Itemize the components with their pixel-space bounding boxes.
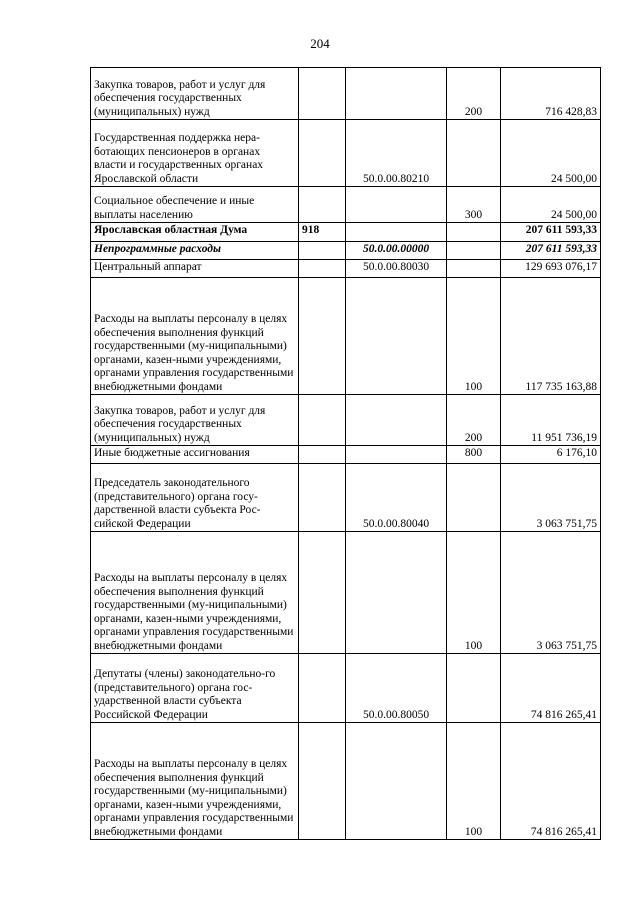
row-type bbox=[447, 654, 501, 723]
row-program bbox=[346, 395, 447, 446]
row-type: 300 bbox=[447, 187, 501, 223]
budget-table bbox=[90, 67, 601, 840]
row-program: 50.0.00.80040 bbox=[346, 464, 447, 532]
row-code bbox=[299, 654, 346, 723]
row-program: 50.0.00.80030 bbox=[346, 260, 447, 278]
row-sum: 6 176,10 bbox=[501, 446, 601, 464]
row-code bbox=[299, 723, 346, 840]
row-sum: 74 816 265,41 bbox=[501, 654, 601, 723]
row-code bbox=[299, 278, 346, 395]
row-sum: 3 063 751,75 bbox=[501, 464, 601, 532]
row-name: Непрограммные расходы bbox=[91, 242, 299, 260]
row-code: 918 bbox=[299, 223, 346, 242]
row-code bbox=[299, 187, 346, 223]
row-name: Расходы на выплаты персоналу в целях обеспечения выполнения функций государственными (му-ниципальными) органами, казен-ными учреждениями, органами управления государственными внебюджетными фондами bbox=[91, 278, 299, 395]
table-row bbox=[91, 395, 601, 446]
row-sum: 129 693 076,17 bbox=[501, 260, 601, 278]
row-type: 200 bbox=[447, 68, 501, 120]
row-sum: 207 611 593,33 bbox=[501, 242, 601, 260]
row-sum: 24 500,00 bbox=[501, 187, 601, 223]
row-sum: 11 951 736,19 bbox=[501, 395, 601, 446]
row-code bbox=[299, 68, 346, 120]
row-code bbox=[299, 532, 346, 654]
row-code bbox=[299, 120, 346, 187]
row-name: Закупка товаров, работ и услуг для обеспечения государственных (муниципальных) нужд bbox=[91, 68, 299, 120]
row-program bbox=[346, 187, 447, 223]
table-row bbox=[91, 446, 601, 464]
row-name: Председатель законодательного (представительного) органа госу-дарственной власти субъекта Рос-сийской Федерации bbox=[91, 464, 299, 532]
row-program: 50.0.00.80050 bbox=[346, 654, 447, 723]
row-type bbox=[447, 242, 501, 260]
row-type bbox=[447, 120, 501, 187]
row-program bbox=[346, 532, 447, 654]
row-name: Иные бюджетные ассигнования bbox=[91, 446, 299, 464]
row-type bbox=[447, 223, 501, 242]
row-type: 100 bbox=[447, 723, 501, 840]
row-type bbox=[447, 260, 501, 278]
table-row bbox=[91, 260, 601, 278]
row-program: 50.0.00.80210 bbox=[346, 120, 447, 187]
row-code bbox=[299, 395, 346, 446]
row-name: Закупка товаров, работ и услуг для обеспечения государственных (муниципальных) нужд bbox=[91, 395, 299, 446]
row-name: Расходы на выплаты персоналу в целях обеспечения выполнения функций государственными (му-ниципальными) органами, казен-ными учреждениями, органами управления государственными внебюджетными фондами bbox=[91, 723, 299, 840]
row-code bbox=[299, 260, 346, 278]
table-row bbox=[91, 242, 601, 260]
row-type bbox=[447, 464, 501, 532]
row-name: Государственная поддержка нера-ботающих пенсионеров в органах власти и государственных органах Ярославской области bbox=[91, 120, 299, 187]
row-code bbox=[299, 446, 346, 464]
row-code bbox=[299, 464, 346, 532]
row-program bbox=[346, 446, 447, 464]
table-row bbox=[91, 120, 601, 187]
row-type: 200 bbox=[447, 395, 501, 446]
row-sum: 3 063 751,75 bbox=[501, 532, 601, 654]
row-type: 100 bbox=[447, 278, 501, 395]
row-program bbox=[346, 723, 447, 840]
row-sum: 716 428,83 bbox=[501, 68, 601, 120]
table-row bbox=[91, 68, 601, 120]
table-row bbox=[91, 278, 601, 395]
row-type: 100 bbox=[447, 532, 501, 654]
page-number: 204 bbox=[310, 36, 330, 51]
row-code bbox=[299, 242, 346, 260]
row-name: Депутаты (члены) законодательно-го (представительного) органа гос-ударственной власти субъекта Российской Федерации bbox=[91, 654, 299, 723]
row-name: Ярославская областная Дума bbox=[91, 223, 299, 242]
table-row bbox=[91, 223, 601, 242]
row-name: Социальное обеспечение и иные выплаты населению bbox=[91, 187, 299, 223]
row-type: 800 bbox=[447, 446, 501, 464]
table-row bbox=[91, 464, 601, 532]
row-program bbox=[346, 278, 447, 395]
row-sum: 207 611 593,33 bbox=[501, 223, 601, 242]
table-row bbox=[91, 187, 601, 223]
row-name: Расходы на выплаты персоналу в целях обеспечения выполнения функций государственными (му-ниципальными) органами, казен-ными учреждениями, органами управления государственными внебюджетными фондами bbox=[91, 532, 299, 654]
table-row bbox=[91, 532, 601, 654]
row-program bbox=[346, 223, 447, 242]
row-program: 50.0.00.00000 bbox=[346, 242, 447, 260]
table-row bbox=[91, 723, 601, 840]
table-row bbox=[91, 654, 601, 723]
row-sum: 117 735 163,88 bbox=[501, 278, 601, 395]
row-program bbox=[346, 68, 447, 120]
row-sum: 24 500,00 bbox=[501, 120, 601, 187]
row-name: Центральный аппарат bbox=[91, 260, 299, 278]
row-sum: 74 816 265,41 bbox=[501, 723, 601, 840]
